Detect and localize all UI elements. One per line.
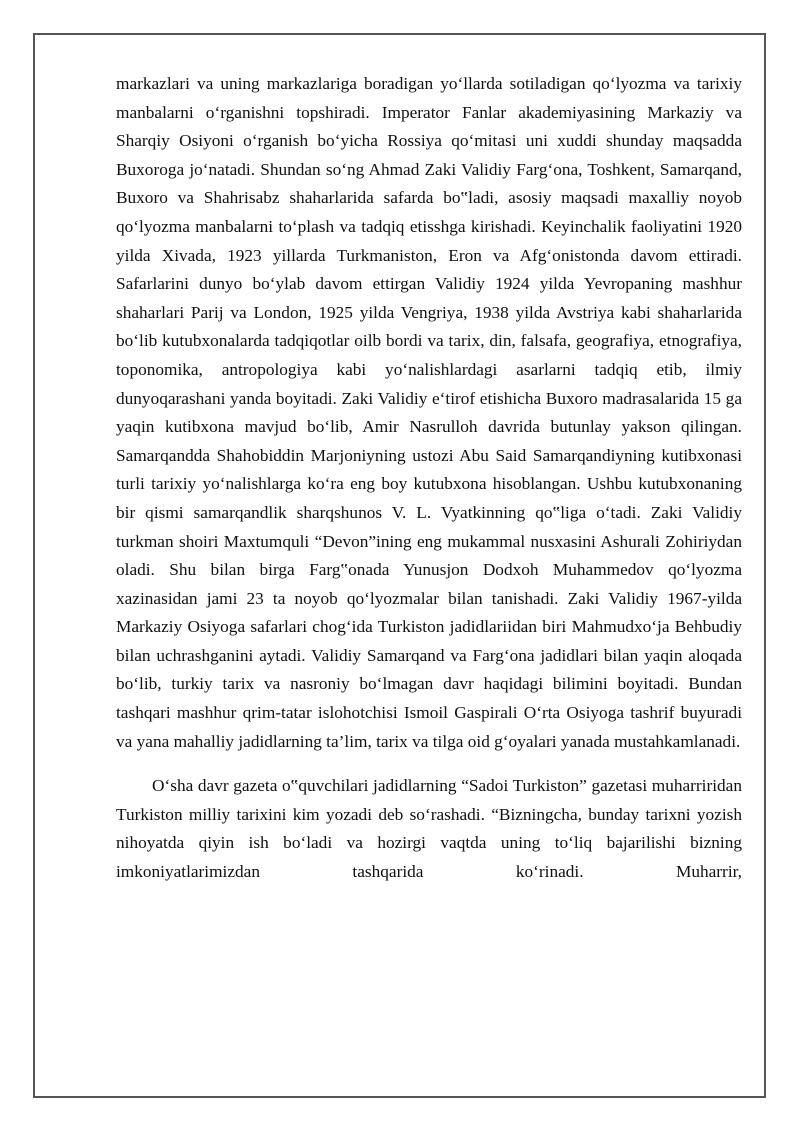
paragraph-1: markazlari va uning markazlariga boradigan yo‘llarda sotiladigan qo‘lyozma va tarixiy manbalarni o‘rganishni topshiradi. Imperator Fanlar akademiyasining Markaziy va Sharqiy Osiyoni o‘rganish bo‘yicha Rossiya qo‘mitasi uni xuddi shunday maqsadda Buxoroga jo‘natadi. Shundan so‘ng Ahmad Zaki Validiy Farg‘ona, Toshkent, Samarqand, Buxoro va Shahrisabz shaharlarida safarda bo‟ladi, asosiy maqsadi maxalliy noyob qo‘lyozma manbalarni to‘plash va tadqiq etisshga kirishadi. Keyinchalik faoliyatini 1920 yilda Xivada, 1923 yillarda Turkmaniston, Eron va Afg‘onistonda davom ettiradi. Safarlarini dunyo bo‘ylab davom ettirgan Validiy 1924 yilda Yevropaning mashhur shaharlari Parij va London, 1925 yilda Vengriya, 1938 yilda Avstriya kabi shaharlarida bo‘lib kutubxonalarda tadqiqotlar oilb bordi va tarix, din, falsafa, geografiya, etnografiya, toponomika, antropologiya kabi yo‘nalishlardagi asarlarni tadqiq etib, ilmiy dunyoqarashani yanda boyitadi. Zaki Validiy e‘tirof etishicha Buxoro madrasalarida 15 ga yaqin kutibxona mavjud bo‘lib, Amir Nasrulloh davrida butunlay yakson qilingan. Samarqandda Shahobiddin Marjoniyning ustozi Abu Said Samarqandiyning kutibxonasi turli tarixiy yo‘nalishlarga ko‘ra eng boy kutubxona hisoblangan. Ushbu kutubxonaning bir qismi samarqandlik sharqshunos V. L. Vyatkinning qo‟liga o‘tadi. Zaki Validiy turkman shoiri Maxtumquli “Devon”ining eng mukammal nusxasini Ashurali Zohiriydan oladi. Shu bilan birga Farg‟onada Yunusjon Dodxoh Muhammedov qo‘lyozma xazinasidan jami 23 ta noyob qo‘lyozmalar bilan tanishadi. Zaki Validiy 1967-yilda Markaziy Osiyoga safarlari chog‘ida Turkiston jadidlariidan biri Mahmudxo‘ja Behbudiy bilan uchrashganini aytadi. Validiy Samarqand va Farg‘ona jadidlari bilan yaqin aloqada bo‘lib, turkiy tarix va nasroniy bo‘lmagan davr haqidagi bilimini boyitadi. Bundan tashqari mashhur qrim-tatar islohotchisi Ismoil Gaspirali O‘rta Osiyoga tashrif buyuradi va yana mahalliy jadidlarning ta’lim, tarix va tilga oid g‘oyalari yanada mustahkamlanadi. — [116, 74, 742, 751]
document-body — [116, 70, 742, 887]
paragraph-2: O‘sha davr gazeta o‟quvchilari jadidlarning “Sadoi Turkiston” gazetasi muharriridan Turkiston milliy tarixini kim yozadi deb so‘rashadi. “Bizningcha, bunday tarixni yozish nihoyatda qiyin ish bo‘ladi va hozirgi vaqtda uning to‘liq bajarilishi bizning imkoniyatlarimizdan tashqarida ko‘rinadi. Muharrir, — [116, 776, 742, 882]
